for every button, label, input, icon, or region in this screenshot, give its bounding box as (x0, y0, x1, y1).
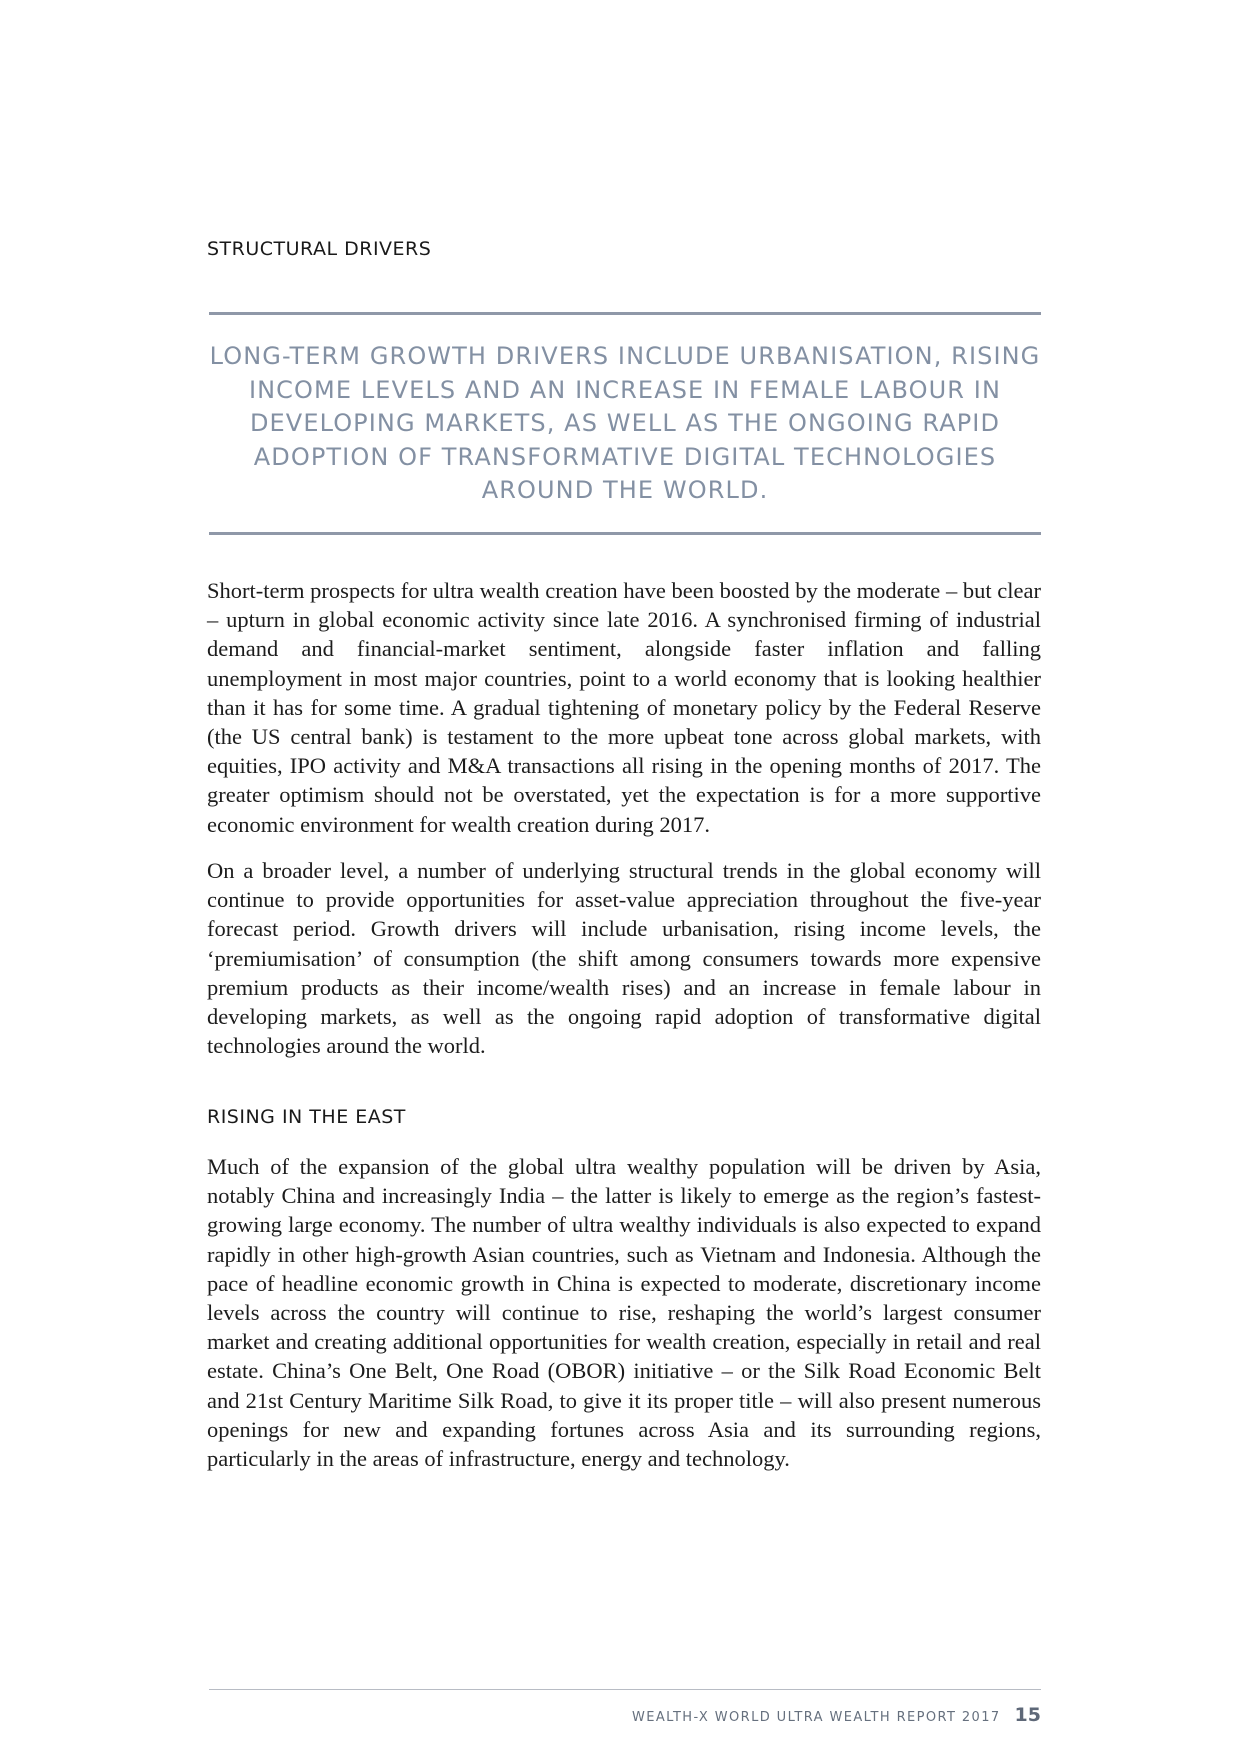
footer-rule (209, 1689, 1041, 1690)
body-paragraph: Short-term prospects for ultra wealth creation have been boosted by the moderate – but clear – upturn in global economic activity since late 2016. A synchronised firming of industrial demand and financial-market sentiment, alongside faster inflation and falling unemployment in most major countries, point to a world economy that is looking healthier than it has for some time. A gradual tightening of monetary policy by the Federal Reserve (the US central bank) is testament to the more upbeat tone across global markets, with equities, IPO activity and M&A transactions all rising in the opening months of 2017. The greater optimism should not be overstated, yet the expectation is for a more supportive economic environment for wealth creation during 2017. (207, 578, 1041, 837)
page-footer (632, 1704, 1041, 1726)
pullquote-bottom-rule (209, 532, 1041, 535)
page-number: 15 (1014, 1704, 1041, 1726)
pullquote-top-rule (209, 312, 1041, 315)
section-heading-structural-drivers: STRUCTURAL DRIVERS (207, 238, 432, 260)
section-heading-rising-in-the-east: RISING IN THE EAST (207, 1106, 406, 1128)
footer-report-title: WEALTH-X WORLD ULTRA WEALTH REPORT 2017 (631, 1710, 1001, 1725)
body-paragraph: Much of the expansion of the global ultra wealthy population will be driven by Asia, notably China and increasingly India – the latter is likely to emerge as the region’s fastest-growing large economy. The number of ultra wealthy individuals is also expected to expand rapidly in other high-growth Asian countries, such as Vietnam and Indonesia. Although the pace of headline economic growth in China is expected to moderate, discretionary income levels across the country will continue to rise, reshaping the world’s largest consumer market and creating additional opportunities for wealth creation, especially in retail and real estate. China’s One Belt, One Road (OBOR) initiative – or the Silk Road Economic Belt and 21st Century Maritime Silk Road, to give it its proper title – will also present numerous openings for new and expanding fortunes across Asia and its surrounding regions, particularly in the areas of infrastructure, energy and technology. (207, 1154, 1041, 1472)
pullquote: LONG-TERM GROWTH DRIVERS INCLUDE URBANISATION, RISING INCOME LEVELS AND AN INCREASE IN FEMALE LABOUR IN DEVELOPING MARKETS, AS WELL AS THE ONGOING RAPID ADOPTION OF TRANSFORMATIVE DIGITAL TECHNOLOGIES AROUND THE WORLD. (209, 342, 1041, 504)
body-paragraph: On a broader level, a number of underlying structural trends in the global economy will continue to provide opportunities for asset-value appreciation throughout the five-year forecast period. Growth drivers will include urbanisation, rising income levels, the ‘premiumisation’ of consumption (the shift among consumers towards more expensive premium products as their income/wealth rises) and an increase in female labour in developing markets, as well as the ongoing rapid adoption of transformative digital technologies around the world. (207, 858, 1041, 1059)
